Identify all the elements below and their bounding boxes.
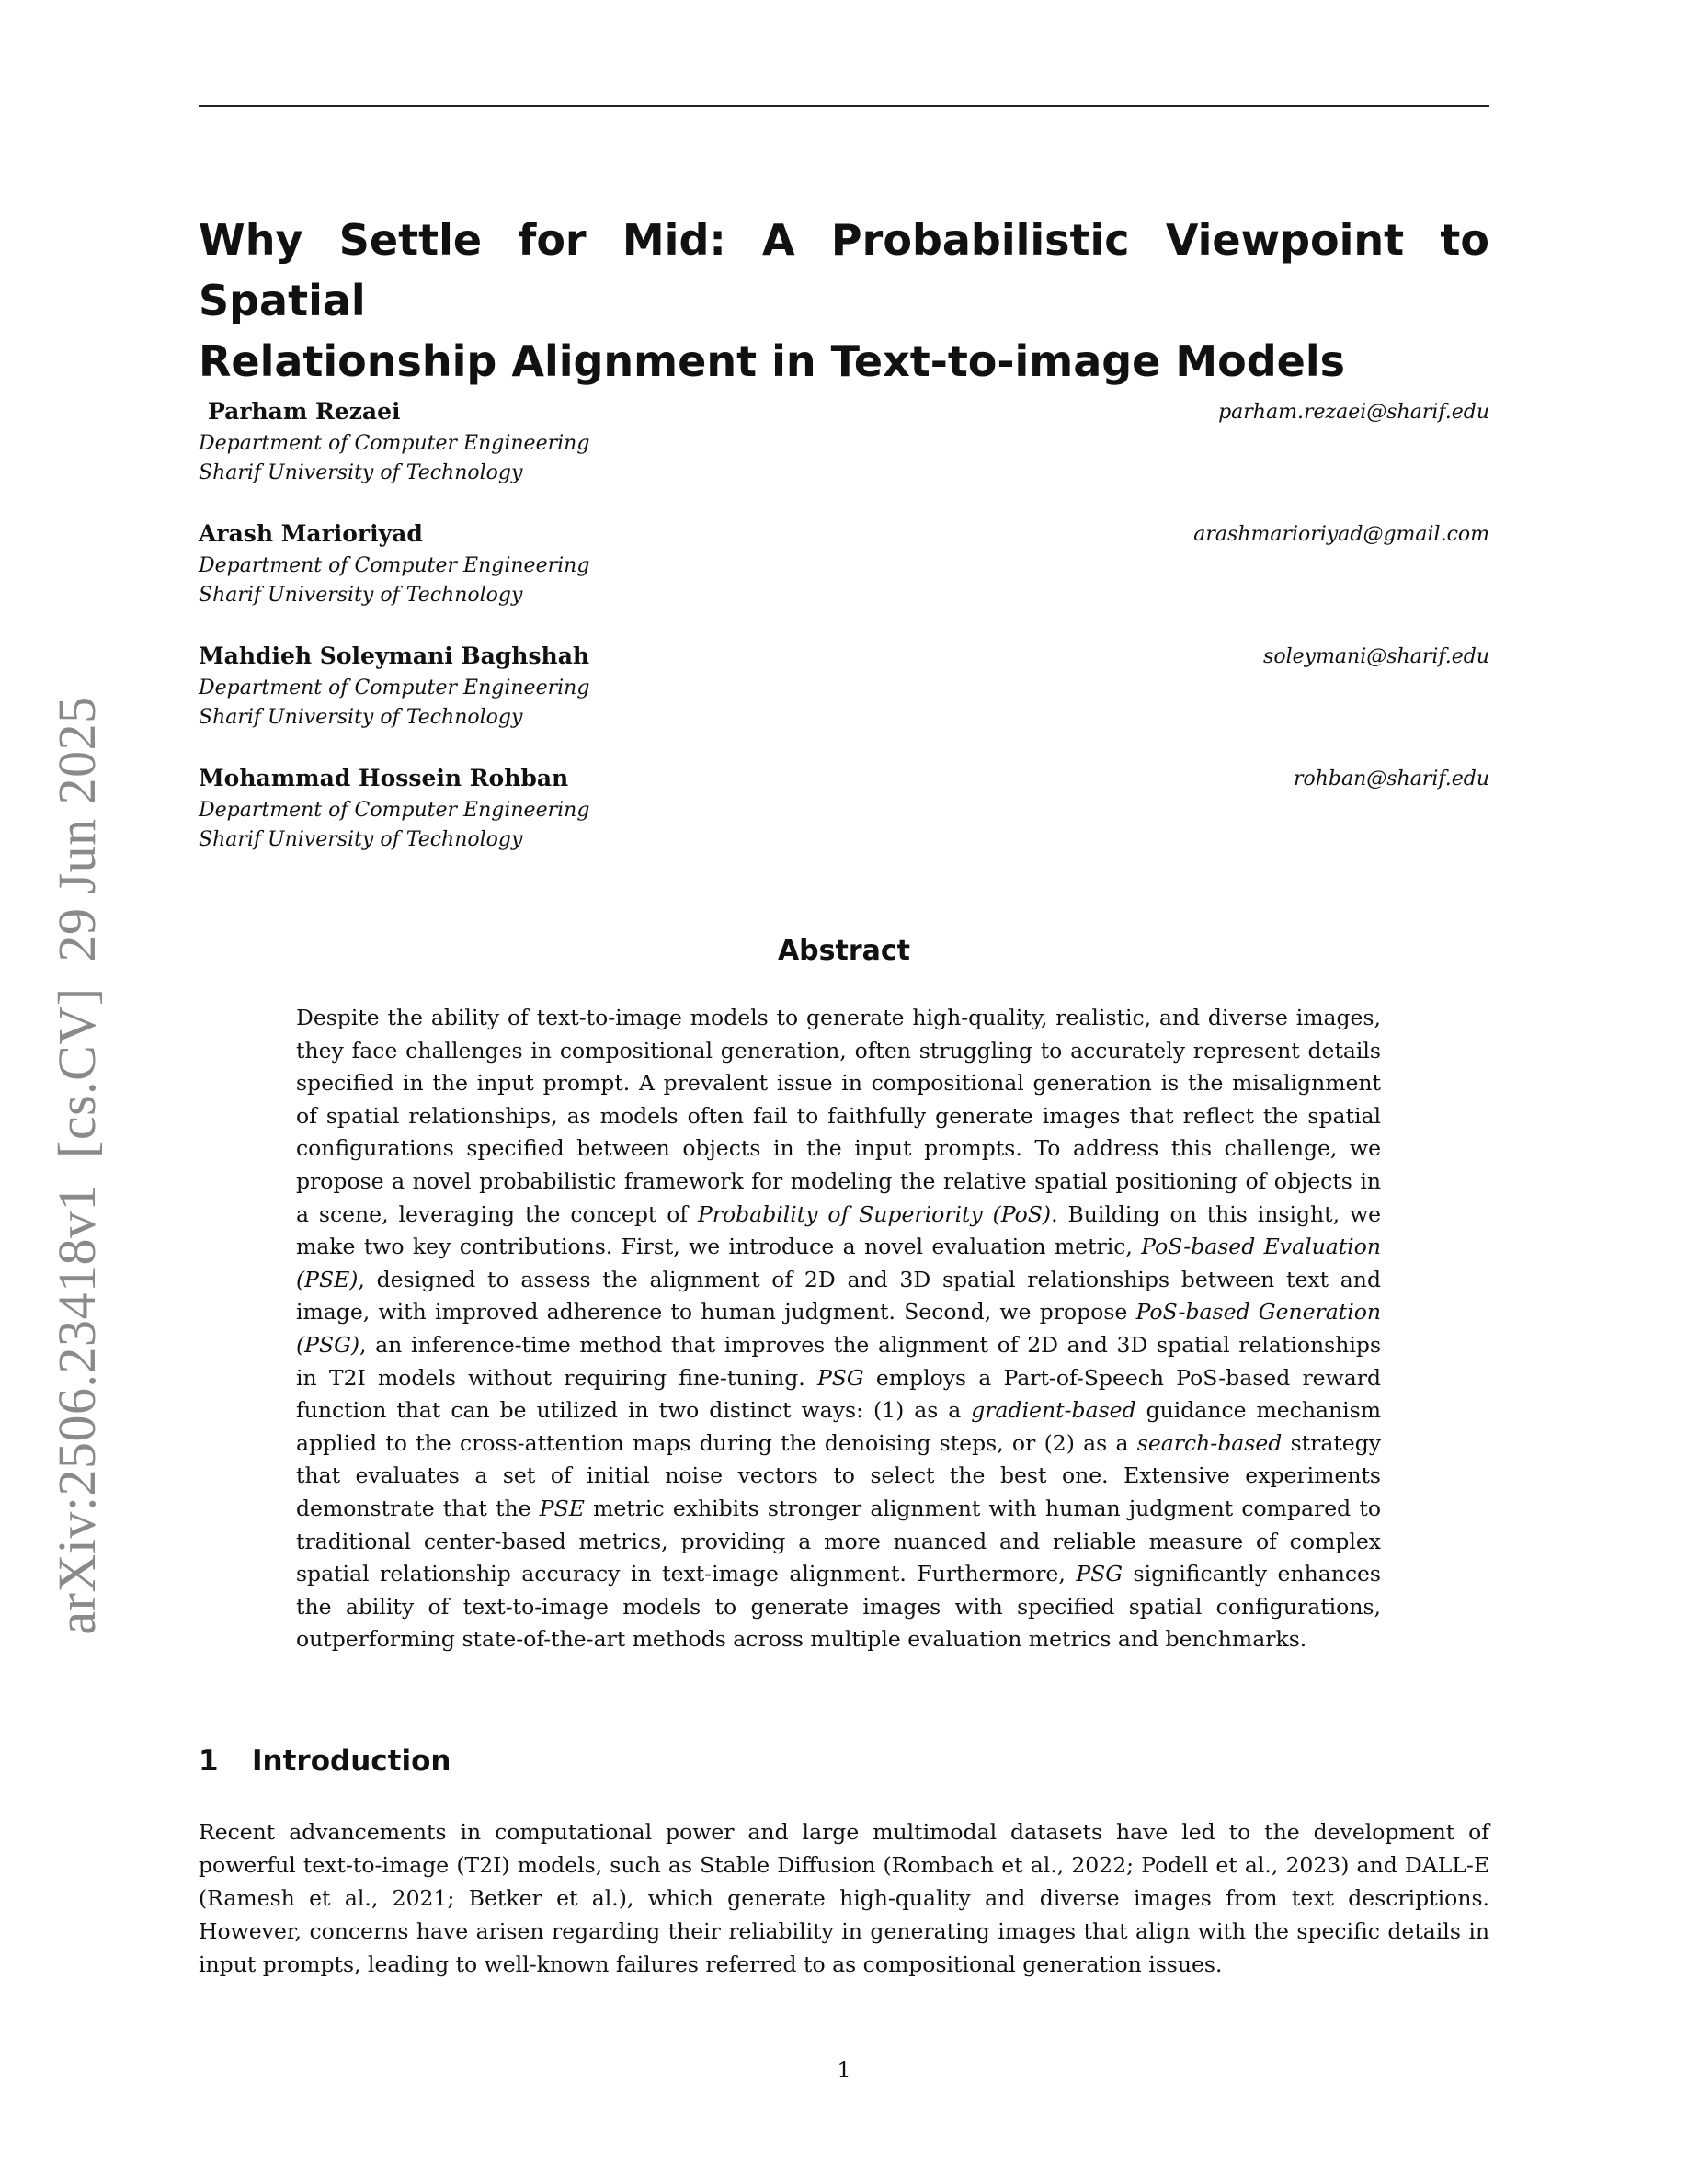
section-title: Introduction <box>252 1745 451 1778</box>
abstract-emphasis: PSG <box>1076 1561 1123 1587</box>
arxiv-category: [cs.CV] <box>47 987 107 1158</box>
abstract-emphasis: PSG <box>816 1364 864 1391</box>
abstract-text-run: , designed to assess the alignment of 2D and 3D spatial relationships between text and image, with improved adherence to human judgment. Second, we propose <box>296 1266 1381 1325</box>
page-number: 1 <box>837 2057 851 2083</box>
abstract-emphasis: gradient-based <box>971 1397 1136 1424</box>
introduction-paragraph: Recent advancements in computational power and large multimodal datasets have led to the development of powerful text-to-image (T2I) models, such as Stable Diffusion (Rombach et al., 2022; Podell et al., 2023) and DALL-E (Ramesh et al., 2021; Betker et al.), which generate high-quality and diverse images from text descriptions. However, concerns have arisen regarding their reliability in generating images that align with the specific details in input prompts, leading to well-known failures referred to as compositional generation issues. <box>199 1819 1489 1977</box>
top-rule <box>199 105 1489 107</box>
author-block <box>199 518 1489 620</box>
abstract-text-run: guidance mechanism applied to the cross-attention maps during the denoising steps, or (2) as a <box>296 1397 1381 1456</box>
abstract-text-run: . Building on this insight, we make two key contributions. First, we introduce a novel evaluation metric, <box>296 1200 1381 1260</box>
abstract-text-run: metric exhibits stronger alignment with human judgment compared to traditional center-based metrics, providing a more nuanced and reliable measure of complex spatial relationship accuracy in text-image alignment. Furthermore, <box>296 1495 1382 1587</box>
author-block <box>199 763 1489 864</box>
author-email: soleymani@sharif.edu <box>1263 645 1489 668</box>
paper-title-line-1: Why Settle for Mid: A Probabilistic Viewpoint to Spatial <box>199 215 1489 325</box>
author-name: Arash Marioriyad <box>199 520 423 547</box>
author-block <box>199 641 1489 742</box>
paper-title-line-2: Relationship Alignment in Text-to-image Models <box>199 336 1346 386</box>
author-name: Parham Rezaei <box>208 398 401 425</box>
author-university: Sharif University of Technology <box>199 584 523 607</box>
section-number: 1 <box>199 1745 219 1778</box>
author-department: Department of Computer Engineering <box>199 432 590 455</box>
author-email: parham.rezaei@sharif.edu <box>1218 401 1489 424</box>
abstract-text-run: employs a Part-of-Speech PoS-based reward function that can be utilized in two distinct ways: (1) as a <box>296 1364 1381 1424</box>
author-university: Sharif University of Technology <box>199 461 523 484</box>
section-heading <box>199 1743 451 1780</box>
author-university: Sharif University of Technology <box>199 706 523 729</box>
abstract-text-run: , an inference-time method that improves the alignment of 2D and 3D spatial relationships in T2I models without requiring fine-tuning. <box>296 1331 1381 1391</box>
author-email: arashmarioriyad@gmail.com <box>1193 523 1489 546</box>
author-university: Sharif University of Technology <box>199 828 523 851</box>
abstract-heading: Abstract <box>777 935 911 967</box>
abstract-emphasis: PSE <box>539 1495 585 1521</box>
abstract-emphasis: search-based <box>1136 1429 1283 1456</box>
arxiv-stamp <box>48 696 107 1634</box>
abstract-emphasis: Probability of Superiority (PoS) <box>697 1200 1052 1227</box>
arxiv-date: 29 Jun 2025 <box>47 696 107 962</box>
abstract-text <box>296 1002 1381 1656</box>
arxiv-id: arXiv:2506.23418v1 <box>47 1183 107 1635</box>
author-email: rohban@sharif.edu <box>1293 768 1489 791</box>
author-name: Mohammad Hossein Rohban <box>199 765 569 791</box>
author-department: Department of Computer Engineering <box>199 677 590 700</box>
abstract-text-run: strategy that evaluates a set of initial noise vectors to select the best one. Extensive experiments demonstrate that the <box>296 1429 1382 1521</box>
author-block <box>199 396 1489 497</box>
abstract-text-run: significantly enhances the ability of text-to-image models to generate images with specified spatial configurations, outperforming state-of-the-art methods across multiple evaluation metrics and benchmarks. <box>296 1561 1381 1653</box>
paper-title <box>199 210 1489 392</box>
abstract-text-run: Despite the ability of text-to-image models to generate high-quality, realistic, and diverse images, they face challenges in compositional generation, often struggling to accurately represent details specified in the input prompt. A prevalent issue in compositional generation is the misalignment of spatial relationships, as models often fail to faithfully generate images that reflect the spatial configurations specified between objects in the input prompts. To address this challenge, we propose a novel probabilistic framework for modeling the relative spatial positioning of objects in a scene, leveraging the concept of <box>296 1005 1381 1227</box>
author-department: Department of Computer Engineering <box>199 799 590 822</box>
abstract-emphasis: PoS-based Generation (PSG) <box>296 1299 1382 1358</box>
author-name: Mahdieh Soleymani Baghshah <box>199 643 590 669</box>
author-department: Department of Computer Engineering <box>199 554 590 577</box>
abstract-emphasis: PoS-based Evaluation (PSE) <box>296 1234 1381 1292</box>
